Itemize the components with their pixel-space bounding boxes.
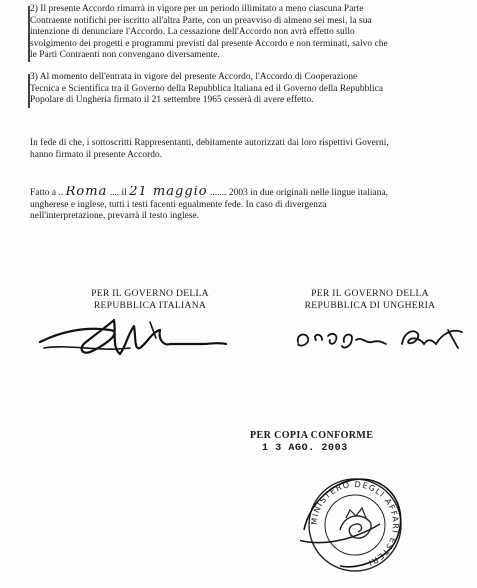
done-at-rest: 2003 in due originali nelle lingue italiana, — [228, 188, 389, 198]
certified-copy-label: PER COPIA CONFORME — [250, 430, 374, 441]
signatory-line: PER IL GOVERNO DELLA — [91, 288, 209, 299]
signatory-line: PER IL GOVERNO DELLA — [311, 288, 429, 299]
date-connector: il — [121, 188, 127, 198]
text-line: Tecnica e Scientifica tra il Governo della Repubblica Italiana ed il Governo della Repubblica — [30, 83, 384, 94]
dotted-leader: .. — [58, 188, 64, 198]
text-line: intenzione di denunciare l'Accordo. La cessazione dell'Accordo non avrà effetto sullo — [30, 27, 355, 38]
handwritten-date: 21 maggio — [129, 186, 208, 199]
text-line: 2) Il presente Accordo rimarrà in vigore per un periodo illimitato a meno ciascuna Parte — [30, 4, 364, 14]
text-line: ungherese e inglese, tutti i testi facenti egualmente fede. In caso di divergenza — [30, 199, 327, 210]
signatory-line: REPUBBLICA ITALIANA — [93, 299, 207, 311]
date-stamp: 1 3 AGO. 2003 — [262, 443, 348, 454]
text-line: nell'interpretazione, prevarrà il testo inglese. — [30, 211, 200, 222]
paragraph-done-at — [30, 186, 460, 223]
text-line: Popolare di Ungheria firmato il 21 settembre 1965 cesserà di avere effetto. — [30, 95, 314, 106]
signatory-hungary — [290, 288, 450, 312]
seal-ring-text: MINISTERO DEGLI AFFARI ESTERI — [309, 479, 401, 568]
paragraph-duration — [30, 4, 460, 62]
text-line: Contraente notifichi per iscritto all'altra Parte, con un preavviso di almeno sei mesi, la sua — [30, 15, 372, 26]
dotted-leader: ....... — [210, 188, 227, 198]
signature-hungary-icon — [292, 320, 472, 356]
text-line — [30, 186, 460, 200]
official-seal-icon — [300, 470, 410, 580]
done-at-label: Fatto a — [30, 188, 57, 198]
dotted-leader: .... — [109, 188, 120, 198]
text-line: In fede di che, i sottoscritti Rappresentanti, debitamente autorizzati dai loro rispettivi Governi, — [30, 138, 389, 148]
signatory-line: REPUBBLICA DI UNGHERIA — [304, 299, 436, 311]
text-line: le Parti Contraenti non convengano diversamente. — [30, 50, 220, 61]
handwritten-place: Roma — [65, 186, 108, 199]
text-line: 3) Al momento dell'entrata in vigore del presente Accordo, l'Accordo di Cooperazione — [30, 72, 358, 82]
text-line: hanno firmato il presente Accordo. — [30, 149, 163, 160]
paragraph-previous-agreement — [30, 72, 460, 107]
signature-italy-icon — [30, 308, 230, 368]
paragraph-in-witness — [30, 138, 460, 161]
text-line: svolgimento dei progetti e programmi previsti dal presente Accordo e non terminati, salvo che — [30, 38, 388, 49]
